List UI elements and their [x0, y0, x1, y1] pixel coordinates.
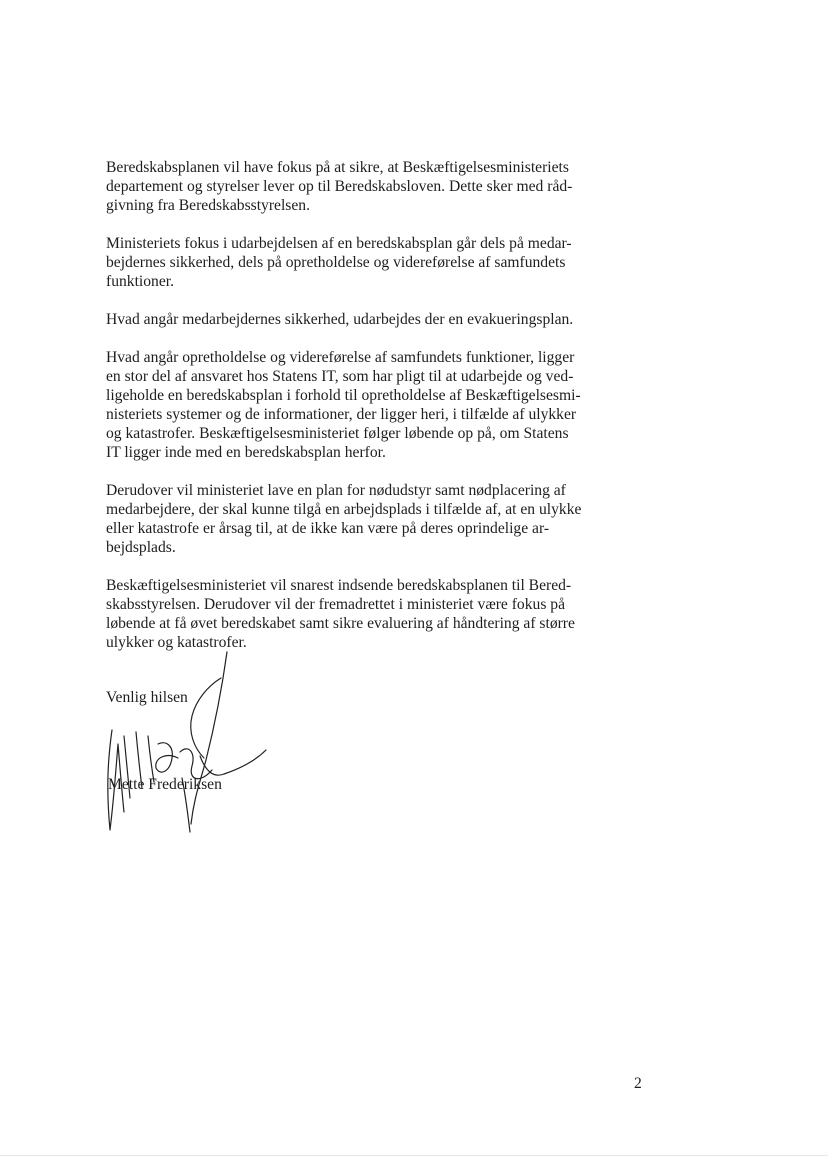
paragraph-3 [106, 310, 606, 329]
text-line: bejdsplads. [106, 539, 176, 556]
text-line: medarbejdere, der skal kunne tilgå en arbejdsplads i tilfælde af, at en ulykke [106, 501, 582, 518]
text-line: løbende at få øvet beredskabet samt sikre evaluering af håndtering af større [106, 615, 575, 632]
text-line: Beredskabsplanen vil have fokus på at sikre, at Beskæftigelsesministeriets [106, 159, 569, 176]
text-line: en stor del af ansvaret hos Statens IT, som har pligt til at udarbejde og ved- [106, 368, 574, 385]
text-line: ulykker og katastrofer. [106, 634, 247, 651]
paragraph-5 [106, 481, 606, 557]
text-line: Hvad angår medarbejdernes sikkerhed, udarbejdes der en evakueringsplan. [106, 311, 574, 328]
signer-name: Mette Frederiksen [108, 776, 222, 793]
text-line: givning fra Beredskabsstyrelsen. [106, 197, 310, 214]
text-line: Ministeriets fokus i udarbejdelsen af en beredskabsplan går dels på medar- [106, 235, 572, 252]
handwritten-signature [96, 648, 276, 838]
letter-body [106, 158, 606, 671]
text-line: og katastrofer. Beskæftigelsesministeriet følger løbende op på, om Statens [106, 425, 569, 442]
text-line: eller katastrofe er årsag til, at de ikke kan være på deres oprindelige ar- [106, 520, 550, 537]
paragraph-2 [106, 234, 606, 291]
text-line: bejdernes sikkerhed, dels på opretholdelse og videreførelse af samfundets [106, 254, 566, 271]
text-line: Beskæftigelsesministeriet vil snarest indsende beredskabsplanen til Bered- [106, 577, 572, 594]
text-line: skabsstyrelsen. Derudover vil der fremadrettet i ministeriet være fokus på [106, 596, 566, 613]
text-line: IT ligger inde med en beredskabsplan herfor. [106, 444, 386, 461]
page-bottom-edge [0, 1155, 828, 1156]
text-line: funktioner. [106, 273, 174, 290]
page-number: 2 [634, 1075, 642, 1092]
closing-salutation: Venlig hilsen [106, 689, 188, 706]
paragraph-1 [106, 158, 606, 215]
paragraph-4 [106, 348, 606, 462]
text-line: Hvad angår opretholdelse og videreførelse af samfundets funktioner, ligger [106, 349, 575, 366]
text-line: departement og styrelser lever op til Beredskabsloven. Dette sker med råd- [106, 178, 573, 195]
text-line: ligeholde en beredskabsplan i forhold til opretholdelse af Beskæftigelsesmi- [106, 387, 581, 404]
paragraph-6 [106, 576, 606, 652]
text-line: Derudover vil ministeriet lave en plan for nødudstyr samt nødplacering af [106, 482, 566, 499]
text-line: nisteriets systemer og de informationer, der ligger heri, i tilfælde af ulykker [106, 406, 577, 423]
